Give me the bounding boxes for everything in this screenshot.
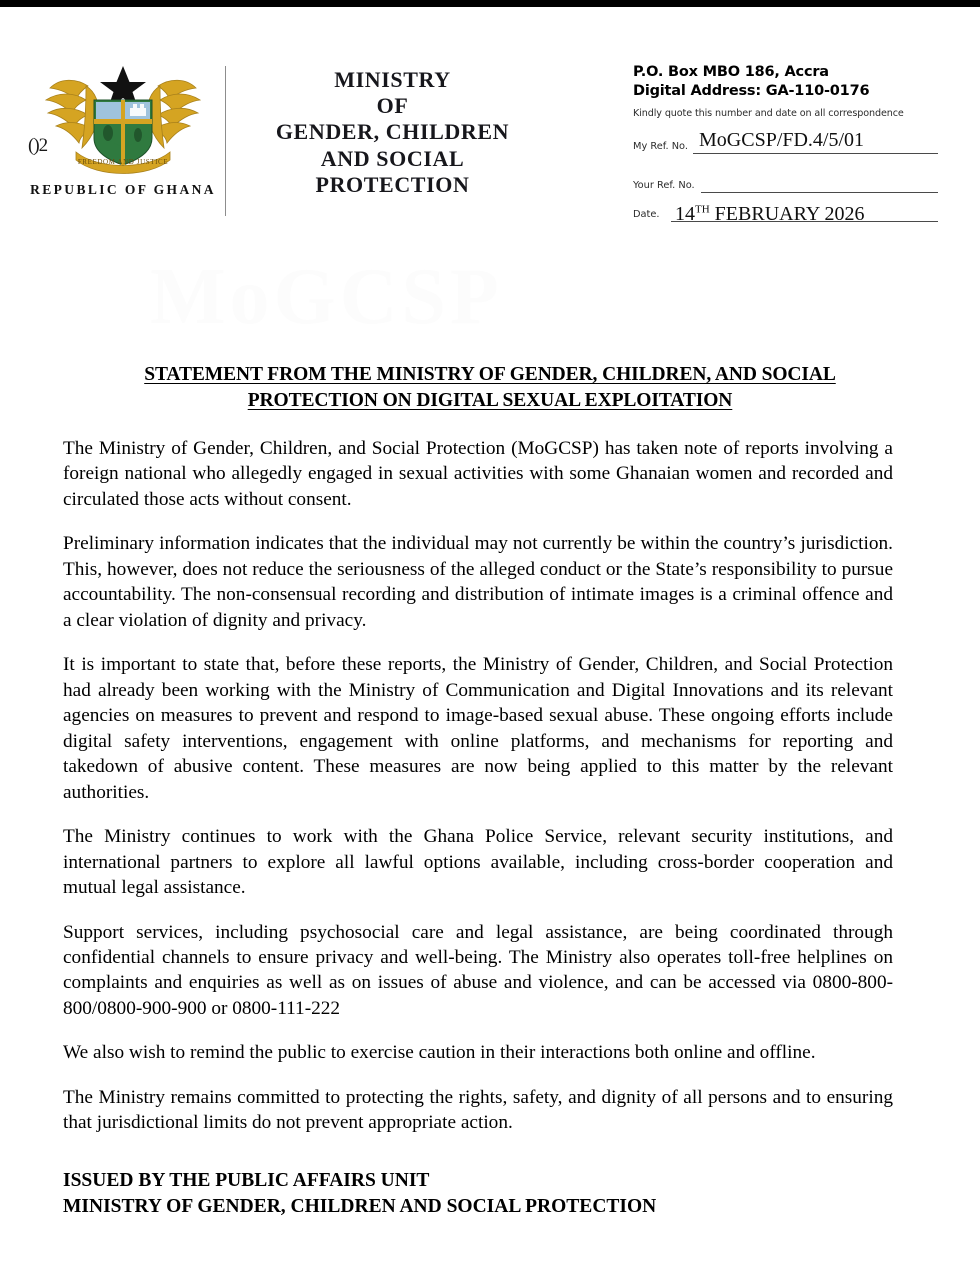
page-title-line-1: STATEMENT FROM THE MINISTRY OF GENDER, CHILDREN, AND SOCIAL [144,364,836,385]
page-title-line-2: PROTECTION ON DIGITAL SEXUAL EXPLOITATION [247,390,733,412]
ministry-name-line-4: AND SOCIAL [320,145,465,171]
date-label: Date. [633,208,660,220]
republic-of-ghana-label: REPUBLIC OF GHANA [30,182,216,197]
po-box-line: P.O. Box MBO 186, Accra [633,64,829,80]
signoff-line-2: MINISTRY OF GENDER, CHILDREN AND SOCIAL PROTECTION [63,1196,657,1218]
my-ref-row [633,130,938,156]
my-ref-label: My Ref. No. [633,140,688,152]
ministry-name [245,67,540,198]
date-value [675,203,865,226]
statement-body [63,436,893,1155]
signoff-line-1: ISSUED BY THE PUBLIC AFFAIRS UNIT [63,1170,430,1191]
coat-of-arms-block [28,60,218,198]
ministry-name-line-3: GENDER, CHILDREN [275,119,510,145]
header-divider [225,66,226,216]
ministry-name-line-1: MINISTRY [334,67,451,92]
my-ref-value: MoGCSP/FD.4/5/01 [699,128,865,151]
reference-block [633,63,938,224]
date-row [633,198,938,224]
date-month-year: FEBRUARY 2026 [709,202,865,225]
paragraph: Preliminary information indicates that the individual may not currently be within the country’s jurisdiction. This, however, does not reduce the seriousness of the alleged conduct or the State’s responsibility to pursue accountability. The non-consensual recording and distribution of intimate images is a criminal offence and a clear violation of dignity and privacy. [63,533,893,631]
paragraph: We also wish to remind the public to exercise caution in their interactions both online and offline. [63,1042,816,1064]
ministry-name-line-5: PROTECTION [315,171,470,197]
crest-overlay-mark: ()2 [28,135,48,156]
your-ref-rule [701,192,938,193]
page-top-bar [0,0,980,7]
signoff-block [63,1168,893,1221]
page-watermark: MoGCSP [150,253,503,341]
svg-text:FREEDOM AND JUSTICE: FREEDOM AND JUSTICE [77,158,169,166]
paragraph: The Ministry remains committed to protecting the rights, safety, and dignity of all persons and to ensuring that jurisdictional limits do not prevent appropriate action. [63,1086,893,1134]
date-ordinal-suffix: TH [695,202,710,215]
your-ref-label: Your Ref. No. [633,179,695,191]
paragraph: It is important to state that, before these reports, the Ministry of Gender, Children, and Social Protection had already been working with the Ministry of Communication and Digital Innovations and its relevant agencies on measures to prevent and respond to image-based sexual abuse. These ongoing efforts include digital safety interventions, engagement with online platforms, and mechanisms for reporting and takedown of abusive content. These measures are now being applied to this matter by the relevant authorities. [63,654,893,803]
paragraph: Support services, including psychosocial care and legal assistance, are being coordinated through confidential channels to ensure privacy and well-being. The Ministry also operates toll-free helplines on complaints and enquiries as well as on issues of abuse and violence, and can be accessed via 0800-800-800/0800-900-900 or 0800-111-222 [63,921,893,1019]
my-ref-rule [693,153,938,154]
paragraph: The Ministry of Gender, Children, and Social Protection (MoGCSP) has taken note of reports involving a foreign national who allegedly engaged in sexual activities with some Ghanaian women and recorded and circulated those acts without consent. [63,438,893,510]
date-day: 14 [675,202,695,225]
page-title [63,362,917,414]
letterhead-header [0,55,980,225]
quote-notice: Kindly quote this number and date on all correspondence [633,107,904,119]
digital-address-line: Digital Address: GA-110-0176 [633,83,870,100]
ghana-coat-of-arms-icon [28,60,218,180]
ministry-name-line-2: OF [376,93,409,119]
your-ref-row [633,169,938,195]
paragraph: The Ministry continues to work with the Ghana Police Service, relevant security institutions, and international partners to explore all lawful options available, including cross-border cooperation and mutual legal assistance. [63,826,893,899]
